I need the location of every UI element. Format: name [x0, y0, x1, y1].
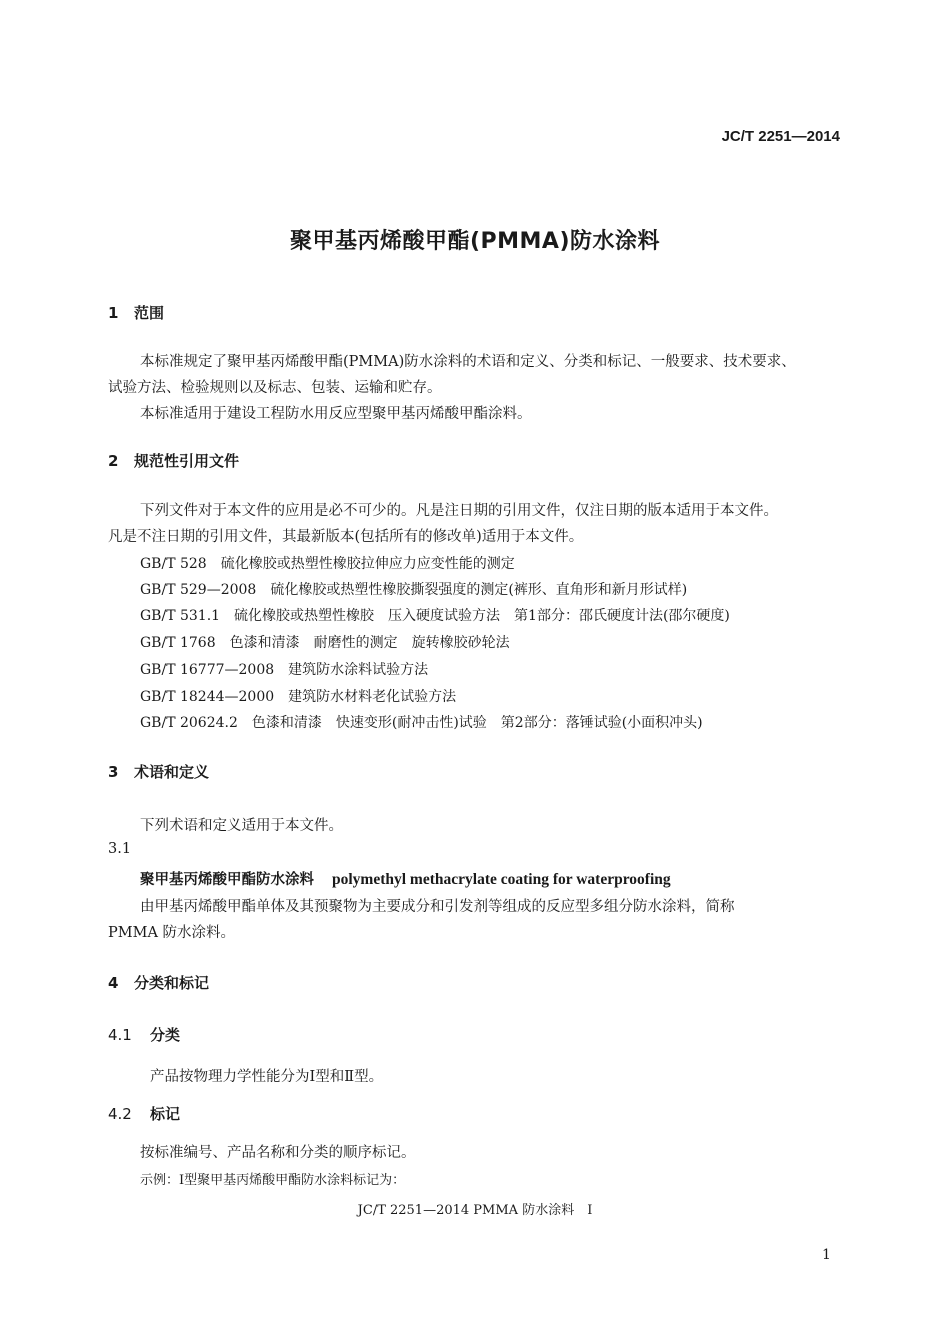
reference-item: GB/T 1768 色漆和清漆 耐磨性的测定 旋转橡胶砂轮法 — [140, 635, 510, 651]
section-3-heading — [108, 761, 209, 782]
section-title: 范围 — [134, 304, 165, 322]
section-1-heading — [108, 302, 164, 323]
subsection-number: 4.2 — [108, 1105, 132, 1123]
subsection-4-1-heading — [108, 1024, 180, 1045]
paragraph-line: 本标准规定了聚甲基丙烯酸甲酯(PMMA)防水涂料的术语和定义、分类和标记、一般要求、技术要求、 — [140, 354, 796, 370]
section-4-heading — [108, 972, 209, 993]
reference-item: GB/T 528 硫化橡胶或热塑性橡胶拉伸应力应变性能的测定 — [140, 556, 515, 572]
section-title: 规范性引用文件 — [134, 452, 240, 470]
paragraph-line: 凡是不注日期的引用文件，其最新版本(包括所有的修改单)适用于本文件。 — [108, 529, 584, 545]
term-entry — [140, 868, 671, 889]
paragraph-line: 由甲基丙烯酸甲酯单体及其预聚物为主要成分和引发剂等组成的反应型多组分防水涂料，简称 — [140, 899, 735, 915]
paragraph-line: 下列文件对于本文件的应用是必不可少的。凡是注日期的引用文件，仅注日期的版本适用于本文件。 — [140, 503, 778, 519]
paragraph-line: 产品按物理力学性能分为Ⅰ型和Ⅱ型。 — [150, 1069, 384, 1085]
subsection-number: 3.1 — [108, 841, 132, 857]
paragraph-line: 按标准编号、产品名称和分类的顺序标记。 — [140, 1145, 416, 1161]
document-title: 聚甲基丙烯酸甲酯(PMMA)防水涂料 — [289, 229, 661, 254]
paragraph-line: 下列术语和定义适用于本文件。 — [140, 818, 343, 834]
reference-item: GB/T 529—2008 硫化橡胶或热塑性橡胶撕裂强度的测定(裤形、直角形和新月形试样) — [140, 582, 688, 598]
page-number: 1 — [822, 1247, 831, 1263]
reference-item: GB/T 20624.2 色漆和清漆 快速变形(耐冲击性)试验 第2部分：落锤试验(小面积冲头) — [140, 715, 703, 731]
paragraph-line: 本标准适用于建设工程防水用反应型聚甲基丙烯酸甲酯涂料。 — [140, 406, 532, 422]
term-chinese: 聚甲基丙烯酸甲酯防水涂料 — [140, 872, 314, 888]
reference-item: GB/T 531.1 硫化橡胶或热塑性橡胶 压入硬度试验方法 第1部分：邵氏硬度计法(邵尔硬度) — [140, 608, 730, 624]
reference-item: GB/T 16777—2008 建筑防水涂料试验方法 — [140, 662, 429, 678]
subsection-4-2-heading — [108, 1103, 180, 1124]
section-number: 1 — [108, 304, 119, 322]
section-number: 4 — [108, 974, 119, 992]
example-mark: JC/T 2251—2014 PMMA 防水涂料 Ⅰ — [357, 1203, 593, 1218]
section-title: 术语和定义 — [134, 763, 210, 781]
example-label: 示例：Ⅰ型聚甲基丙烯酸甲酯防水涂料标记为： — [140, 1173, 406, 1188]
section-2-heading — [108, 450, 239, 471]
standard-number: JC/T 2251—2014 — [721, 128, 840, 145]
section-title: 分类和标记 — [134, 974, 210, 992]
term-english: polymethyl methacrylate coating for waterproofing — [332, 871, 671, 888]
subsection-number: 4.1 — [108, 1026, 132, 1044]
subsection-title: 分类 — [150, 1026, 181, 1044]
paragraph-line: 试验方法、检验规则以及标志、包装、运输和贮存。 — [108, 380, 442, 396]
section-number: 3 — [108, 763, 119, 781]
section-number: 2 — [108, 452, 119, 470]
paragraph-line: PMMA 防水涂料。 — [108, 925, 236, 941]
reference-item: GB/T 18244—2000 建筑防水材料老化试验方法 — [140, 689, 457, 705]
subsection-title: 标记 — [150, 1105, 181, 1123]
